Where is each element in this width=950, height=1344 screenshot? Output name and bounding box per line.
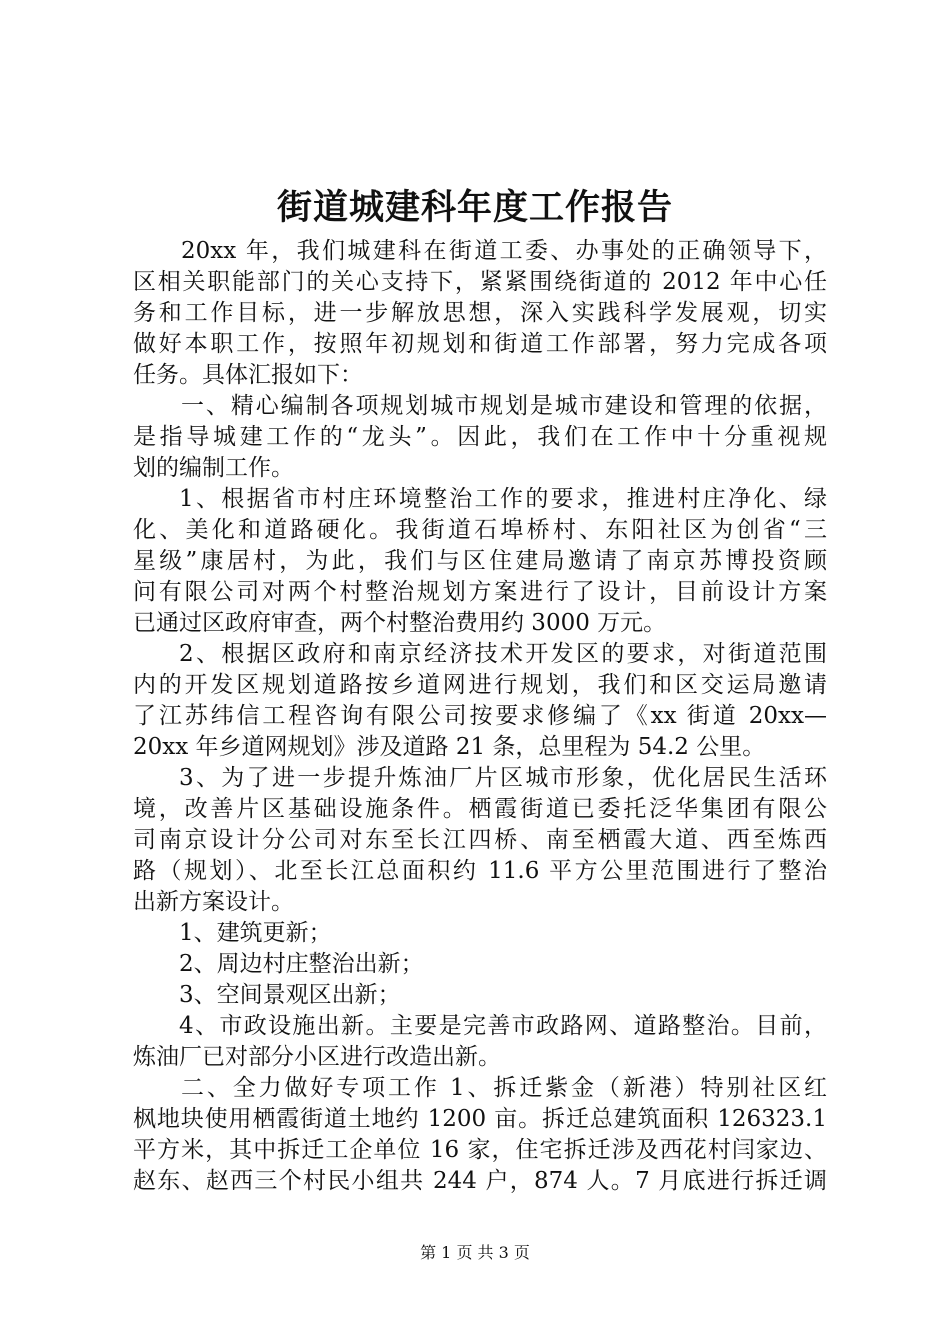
text-line: 是指导城建工作的“龙头”。因此，我们在工作中十分重视规 (133, 424, 827, 450)
text-line: 二、全力做好专项工作 1、拆迁紫金（新港）特别社区红 (181, 1075, 827, 1101)
text-line: 平方米，其中拆迁工企单位 16 家，住宅拆迁涉及西花村闫家边、 (133, 1137, 827, 1163)
text-line: 3、空间景观区出新； (179, 982, 401, 1008)
text-line: 做好本职工作，按照年初规划和街道工作部署，努力完成各项 (133, 331, 827, 357)
document-title: 街道城建科年度工作报告 (276, 187, 673, 228)
text-line: 任务。具体汇报如下： (133, 362, 363, 388)
text-line: 枫地块使用栖霞街道土地约 1200 亩。拆迁总建筑面积 126323.1 (133, 1106, 827, 1132)
text-line: 星级”康居村，为此，我们与区住建局邀请了南京苏博投资顾 (133, 548, 827, 574)
text-line: 炼油厂已对部分小区进行改造出新。 (133, 1044, 501, 1070)
text-line: 2、周边村庄整治出新； (179, 951, 424, 977)
text-line: 路（规划）、北至长江总面积约 11.6 平方公里范围进行了整治 (133, 858, 827, 884)
text-line: 已通过区政府审查，两个村整治费用约 3000 万元。 (133, 610, 667, 636)
text-line: 司南京设计分公司对东至长江四桥、南至栖霞大道、西至炼西 (133, 827, 827, 853)
text-line: 2、根据区政府和南京经济技术开发区的要求，对街道范围 (179, 641, 827, 667)
text-line: 3、为了进一步提升炼油厂片区城市形象，优化居民生活环 (179, 765, 827, 791)
text-line: 境，改善片区基础设施条件。栖霞街道已委托泛华集团有限公 (133, 796, 827, 822)
text-line: 了江苏纬信工程咨询有限公司按要求修编了《xx 街道 20xx— (133, 703, 827, 729)
text-line: 化、美化和道路硬化。我街道石埠桥村、东阳社区为创省“三 (133, 517, 827, 543)
text-line: 一、精心编制各项规划城市规划是城市建设和管理的依据， (181, 393, 827, 419)
text-line: 20xx 年，我们城建科在街道工委、办事处的正确领导下， (181, 238, 827, 264)
text-line: 内的开发区规划道路按乡道网进行规划，我们和区交运局邀请 (133, 672, 827, 698)
text-line: 区相关职能部门的关心支持下，紧紧围绕街道的 2012 年中心任 (133, 269, 827, 295)
text-line: 出新方案设计。 (133, 889, 294, 915)
text-line: 赵东、赵西三个村民小组共 244 户，874 人。7 月底进行拆迁调 (133, 1168, 827, 1194)
text-line: 划的编制工作。 (133, 455, 294, 481)
text-line: 20xx 年乡道网规划》涉及道路 21 条，总里程为 54.2 公里。 (133, 734, 766, 760)
text-line: 务和工作目标，进一步解放思想，深入实践科学发展观，切实 (133, 300, 827, 326)
text-line: 4、市政设施出新。主要是完善市政路网、道路整治。目前， (179, 1013, 827, 1039)
text-line: 1、根据省市村庄环境整治工作的要求，推进村庄净化、绿 (179, 486, 827, 512)
text-line: 问有限公司对两个村整治规划方案进行了设计，目前设计方案 (133, 579, 827, 605)
page-footer: 第 1 页 共 3 页 (420, 1243, 530, 1262)
document-body (133, 236, 827, 1197)
text-line: 1、建筑更新； (179, 920, 332, 946)
